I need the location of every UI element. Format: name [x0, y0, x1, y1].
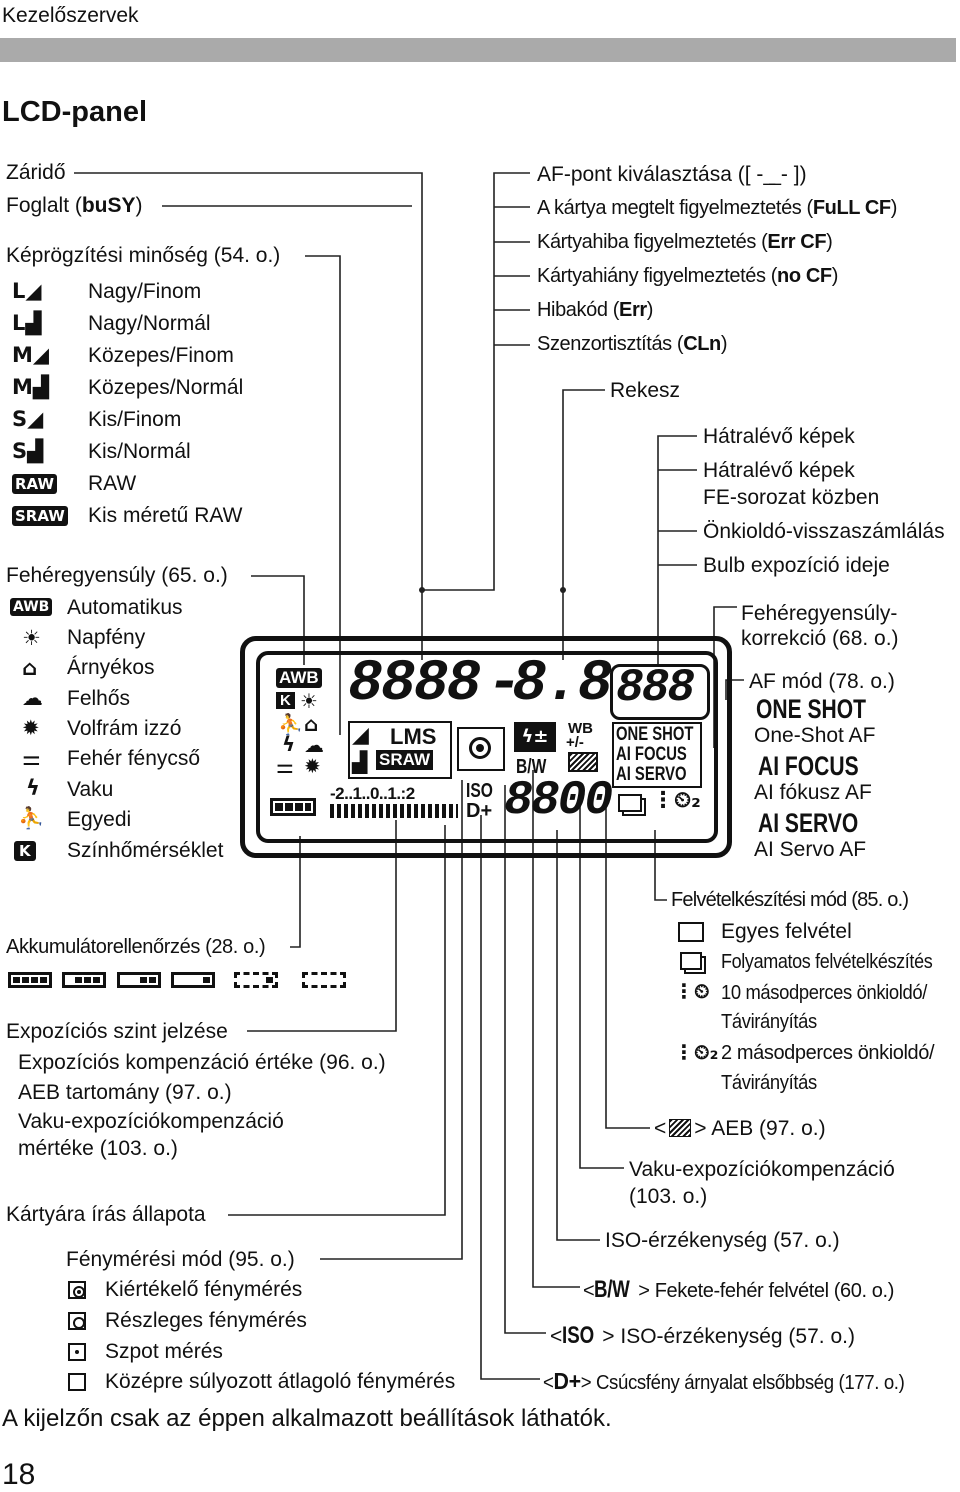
quality-item: Nagy/Finom	[88, 280, 202, 303]
wb-item: Napfény	[67, 626, 146, 649]
wb-item: Volfrám izzó	[67, 717, 182, 740]
metering-item: Kiértékelő fénymérés	[105, 1278, 303, 1301]
quality-item: Kis/Normál	[88, 440, 191, 463]
battery-blink-low-icon	[234, 972, 278, 988]
cloud-icon: ☁	[22, 686, 43, 710]
label-card-full: A kártya megtelt figyelmeztetés (FuLL CF)	[537, 197, 898, 219]
label-dplus: <D+> Csúcsfény árnyalat elsőbbség (177. o.)	[543, 1368, 905, 1394]
label-wb-correction: Fehéregyensúly-	[741, 602, 898, 625]
af-item: AI Servo AF	[754, 838, 867, 861]
quality-item: Nagy/Normál	[88, 312, 211, 335]
exposure-item: mértéke (103. o.)	[18, 1137, 178, 1160]
exposure-item: AEB tartomány (97. o.)	[18, 1081, 232, 1104]
lcd-custom-wb-icon: ⛹	[278, 712, 303, 736]
lcd-wb-pm: +/-	[566, 734, 584, 751]
lcd-exposure-bars	[330, 804, 458, 818]
label-iso: ISO-érzékenység (57. o.)	[605, 1229, 840, 1252]
sun-icon: ☀	[22, 626, 41, 650]
battery-low-icon	[171, 972, 215, 988]
lcd-exposure-scale: -2..1..0..1.:2	[330, 784, 415, 803]
label-busy: Foglalt (buSY)	[6, 194, 143, 217]
label-card-error: Kártyahiba figyelmeztetés (Err CF)	[537, 231, 833, 253]
label-af-point: AF-pont kiválasztása ([ - ̲ ̲ - ])	[537, 163, 807, 186]
lcd-separator: -	[487, 652, 520, 717]
lcd-fluorescent-icon: ⚌	[276, 754, 294, 778]
quality-item: RAW	[88, 472, 137, 495]
lcd-cloud-icon: ☁	[304, 733, 324, 757]
continuous-shot-icon	[680, 952, 702, 970]
iso-icon: ISO	[562, 1322, 595, 1349]
lcd-one-shot: ONE SHOT	[616, 724, 694, 745]
label-flash-comp: Vaku-expozíciókompenzáció	[629, 1158, 895, 1181]
label-error-code: Hibakód (Err)	[537, 299, 653, 321]
drive-item: Távirányítás	[721, 1011, 817, 1033]
lcd-wb: WB	[568, 720, 593, 737]
lcd-flash-comp-icon: ϟ±	[514, 722, 556, 752]
battery-levels	[8, 972, 346, 993]
label-af-mode: AF mód (78. o.)	[749, 670, 895, 693]
label-wb-correction-2: korrekció (68. o.)	[741, 627, 899, 650]
label-flash-comp-2: (103. o.)	[629, 1185, 708, 1208]
center-weighted-metering-icon	[68, 1373, 86, 1391]
lcd-lms: LMS	[390, 724, 437, 749]
label-shutter: Záridő	[6, 161, 66, 184]
wb-item: Egyedi	[67, 808, 132, 831]
exposure-item: Expozíciós kompenzáció értéke (96. o.)	[18, 1051, 386, 1074]
shade-icon: ⌂	[22, 656, 38, 680]
lcd-sraw: SRAW	[376, 750, 433, 770]
one-shot-icon: ONE SHOT	[756, 694, 866, 724]
af-item: One-Shot AF	[754, 724, 876, 747]
wb-item: Színhőmérséklet	[67, 839, 224, 862]
af-item: AI fókusz AF	[754, 781, 872, 804]
bw-icon: B/W	[594, 1276, 630, 1303]
lcd-ai-focus: AI FOCUS	[616, 744, 687, 765]
lcd-ai-servo: AI SERVO	[616, 764, 687, 785]
flash-icon: ϟ	[26, 776, 40, 800]
lcd-tungsten-icon: ✹	[304, 754, 321, 778]
lcd-flash-icon: ϟ	[282, 732, 296, 756]
drive-item: 2 másodperces önkioldó/	[721, 1042, 935, 1064]
raw-icon: RAW	[12, 474, 57, 494]
custom-wb-icon: ⛹	[18, 806, 45, 830]
label-bulb: Bulb expozíció ideje	[703, 554, 890, 577]
kelvin-icon: K	[14, 841, 36, 861]
quality-small-fine-icon: S◢	[12, 407, 44, 431]
quality-small-normal-icon: S▟	[12, 439, 44, 463]
single-shot-icon	[678, 922, 704, 942]
lcd-iso: ISO	[466, 780, 493, 802]
quality-item: Kis méretű RAW	[88, 504, 243, 527]
battery-high-icon	[62, 972, 106, 988]
awb-icon: AWB	[10, 598, 52, 616]
drive-item: Távirányítás	[721, 1072, 817, 1094]
label-metering: Fénymérési mód (95. o.)	[66, 1248, 295, 1271]
label-quality: Képrögzítési minőség (54. o.)	[6, 244, 281, 267]
lcd-self-timer-icon: ⋮⏲₂	[652, 788, 701, 813]
label-sensor-clean: Szenzortisztítás (CLn)	[537, 333, 728, 355]
aeb-icon	[669, 1119, 691, 1137]
wb-item: Árnyékos	[67, 656, 155, 679]
footer-note: A kijelzőn csak az éppen alkalmazott beállítások láthatók.	[2, 1405, 612, 1432]
drive-item: 10 másodperces önkioldó/	[721, 982, 927, 1004]
label-no-card: Kártyahiány figyelmeztetés (no CF)	[537, 265, 838, 287]
label-white-balance: Fehéregyensúly (65. o.)	[6, 564, 228, 587]
wb-item: Vaku	[67, 778, 114, 801]
label-aperture: Rekesz	[610, 379, 681, 402]
label-iso-2: <ISO > ISO-érzékenység (57. o.)	[550, 1322, 855, 1349]
battery-empty-icon	[302, 972, 346, 988]
label-self-timer: Önkioldó-visszaszámlálás	[703, 520, 945, 543]
lcd-iso-digits: 8800	[504, 774, 612, 828]
label-drive-mode: Felvételkészítési mód (85. o.)	[671, 889, 909, 911]
label-card-write: Kártyára írás állapota	[6, 1203, 206, 1226]
lcd-continuous-icon	[618, 794, 642, 812]
battery-full-icon	[8, 972, 52, 988]
self-timer-10s-icon: ⋮⏲	[674, 979, 710, 1003]
wb-item: Fehér fénycső	[67, 747, 201, 770]
lcd-sun-icon: ☀	[300, 689, 318, 713]
lcd-awb: AWB	[276, 668, 322, 688]
sraw-icon: SRAW	[12, 506, 68, 526]
lcd-metering-icon	[457, 727, 505, 771]
metering-item: Szpot mérés	[105, 1340, 223, 1363]
lcd-kelvin-icon: K	[276, 692, 295, 709]
battery-mid-icon	[117, 972, 161, 988]
ai-servo-icon: AI SERVO	[758, 808, 859, 838]
lcd-bw: B/W	[516, 756, 547, 778]
quality-medium-normal-icon: M▟	[12, 375, 50, 399]
section-header: Kezelőszervek	[2, 4, 139, 27]
metering-item: Részleges fénymérés	[105, 1309, 307, 1332]
quality-large-normal-icon: L▟	[12, 311, 42, 335]
quality-large-fine-icon: L◢	[12, 279, 42, 303]
lcd-aperture-digits: 8.8	[512, 652, 611, 717]
lcd-normal-icon: ▟	[352, 750, 368, 774]
label-remaining-fe: Hátralévő képek	[703, 459, 855, 482]
evaluative-metering-icon	[68, 1281, 86, 1299]
label-exposure-level: Expozíciós szint jelzése	[6, 1020, 228, 1043]
spot-metering-icon	[68, 1343, 86, 1361]
lcd-battery-icon	[270, 798, 316, 816]
label-bw: <B/W > Fekete-fehér felvétel (60. o.)	[583, 1276, 894, 1303]
drive-item: Folyamatos felvételkészítés	[721, 951, 933, 973]
wb-item: Felhős	[67, 687, 131, 710]
page-number: 18	[2, 1458, 36, 1491]
lcd-remaining-digits: 888	[616, 662, 693, 714]
lcd-fine-icon: ◢	[352, 723, 369, 748]
lcd-shutter-digits: 8888	[348, 652, 480, 717]
quality-medium-fine-icon: M◢	[12, 343, 50, 367]
label-aeb: < > AEB (97. o.)	[654, 1117, 826, 1140]
quality-item: Közepes/Normál	[88, 376, 244, 399]
metering-item: Középre súlyozott átlagoló fénymérés	[105, 1370, 456, 1393]
label-battery-check: Akkumulátorellenőrzés (28. o.)	[6, 936, 266, 958]
partial-metering-icon	[68, 1312, 86, 1330]
lcd-aeb-icon	[568, 752, 598, 772]
self-timer-2s-icon: ⋮⏲₂	[674, 1040, 719, 1064]
wb-item: Automatikus	[67, 596, 183, 619]
lcd-dplus: D+	[466, 800, 493, 822]
page-title: LCD-panel	[2, 96, 147, 128]
fluorescent-icon: ⚌	[22, 746, 41, 770]
quality-item: Kis/Finom	[88, 408, 182, 431]
dplus-icon: D+	[553, 1368, 581, 1394]
lcd-shade-icon: ⌂	[304, 712, 319, 736]
quality-item: Közepes/Finom	[88, 344, 234, 367]
tungsten-icon: ✹	[22, 716, 40, 740]
label-remaining: Hátralévő képek	[703, 425, 855, 448]
ai-focus-icon: AI FOCUS	[758, 751, 859, 781]
drive-item: Egyes felvétel	[721, 920, 852, 943]
label-remaining-fe-2: FE-sorozat közben	[703, 486, 880, 509]
exposure-item: Vaku-expozíciókompenzáció	[18, 1110, 284, 1133]
